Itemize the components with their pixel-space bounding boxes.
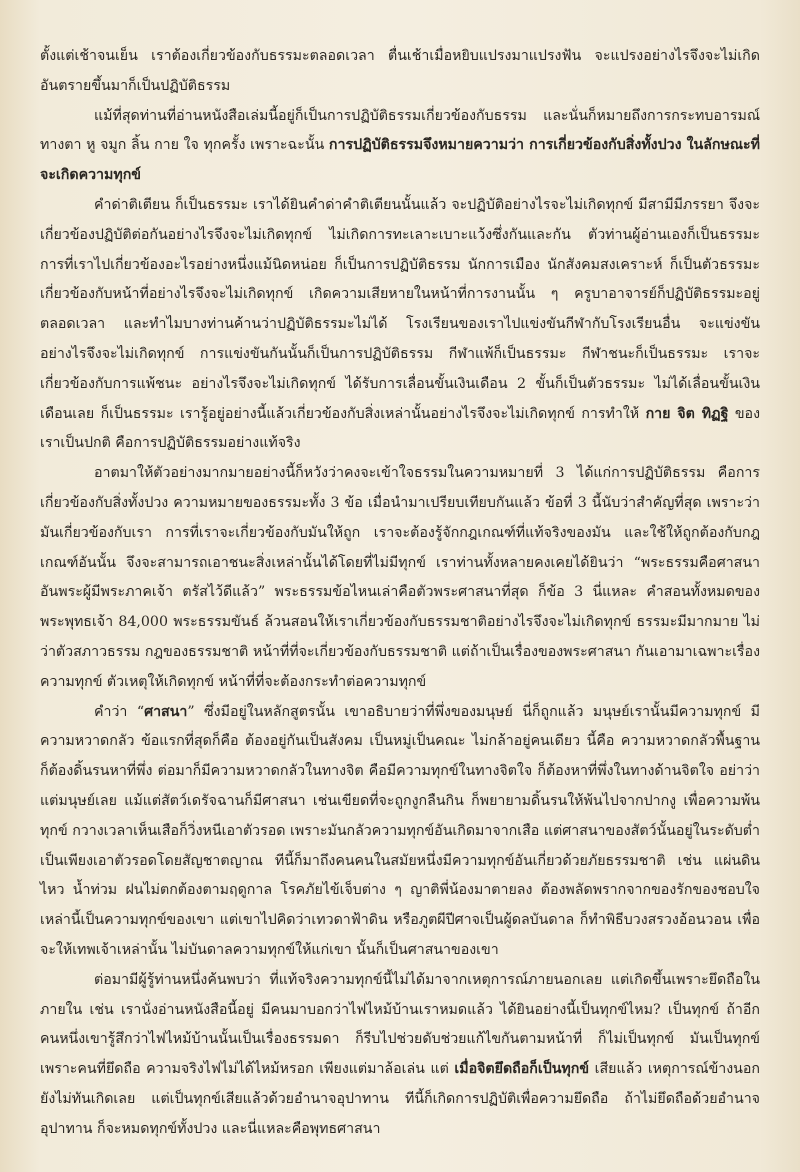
body-text: ต่อมามีผู้รู้ท่านหนึ่งค้นพบว่า ที่แท้จริงความทุกข์นี้ไม่ได้มาจากเหตุการณ์ภายนอกเลย แต่เกิดขึ้นเพราะยึดถือในภายใน เช่น เรานั่งอ่านหนังสือนี้อยู่ มีคนมาบอกว่าไฟไหม้บ้านเราหมดแล้ว ได้ยินอย่างนี้เป็นทุกข์ไหม? เป็นทุกข์ ถ้าอีกคนหนึ่งเขารู้สึกว่าไฟไหม้บ้านนั้นเป็นเรื่องธรรมดา ก็รีบไปช่วยดับช่วยแก้ไขกันตามหน้าที่ ก็ไม่เป็นทุกข์ มันเป็นทุกข์เพราะคนที่ยึดถือ ความจริงไฟไม่ได้ไหม้หรอก เพียงแต่มาล้อเล่น แต่ xyxy=(40,971,760,1078)
body-text: แม้ที่สุดท่านที่อ่านหนังสือเล่มนี้อยู่ก็เป็นการปฏิบัติธรรมเกี่ยวข้องกับธรรม และนั่นก็หมายถึงการกระทบอารมณ์ ทางตา หู จมูก ลิ้น กาย ใจ ทุกครั้ง เพราะฉะนั้น xyxy=(40,107,760,154)
body-text: ” ซึ่งมีอยู่ในหลักสูตรนั้น เขาอธิบายว่าที่พึ่งของมนุษย์ นี่ก็ถูกแล้ว มนุษย์เรานั้นมีความทุกข์ มีความหวาดกลัว ข้อแรกที่สุดก็คือ ต้องอยู่กันเป็นสังคม เป็นหมู่เป็นคณะ ไม่กล้าอยู่คนเดียว นี้คือ ความหวาดกลัวพื้นฐาน ก็ต้องดิ้นรนหาที่พึ่ง ต่อมาก็มีความหวาดกลัวในทางจิต คือมีความทุกข์ในทางจิตใจ ก็ต้องหาที่พึ่งในทางด้านจิตใจ อย่าว่าแต่มนุษย์เลย แม้แต่สัตว์เดรัจฉานก็มีศาสนา เช่นเขียดที่จะถูกงูกลืนกิน ก็พยายามดิ้นรนให้พ้นไปจากปากงู เพื่อความพ้นทุกข์ กวางเวลาเห็นเสือก็วิ่งหนีเอาตัวรอด เพราะมันกลัวความทุกข์อันเกิดมาจากเสือ แต่ศาสนาของสัตว์นั้นอยู่ในระดับต่ำ เป็นเพียงเอาตัวรอดโดยสัญชาตญาณ ทีนี้ก็มาถึงคนคนในสมัยหนึ่งมีความทุกข์อันเกี่ยวด้วยภัยธรรมชาติ เช่น แผ่นดินไหว น้ำท่วม ฝนไม่ตกต้องตามฤดูกาล โรคภัยไข้เจ็บต่าง ๆ ญาติพี่น้องมาตายลง ต้องพลัดพรากจากของรักของชอบใจ เหล่านี้เป็นความทุกข์ของเขา แต่เขาไปคิดว่าเทวดาฟ้าดิน หรือภูตผีปีศาจเป็นผู้ดลบันดาล ก็ทำพิธีบวงสรวงอ้อนวอน เพื่อจะให้เทพเจ้าเหล่านั้น ไม่บันดาลความทุกข์ให้แก่เขา นั้นก็เป็นศาสนาของเขา xyxy=(40,703,760,958)
emphasis-text: การปฏิบัติธรรมจึงหมายความว่า การเกี่ยวข้องกับสิ่งทั้งปวง ในลักษณะที่จะเกิดความทุกข์ xyxy=(40,137,761,184)
body-text: อาตมาให้ตัวอย่างมากมายอย่างนี้ก็หวังว่าคงจะเข้าใจธรรมในความหมายที่ 3 ได้แก่การปฏิบัติธรรม คือการเกี่ยวข้องกับสิ่งทั้งปวง ความหมายของธรรมะทั้ง 3 ข้อ เมื่อนำมาเปรียบเทียบกันแล้ว ข้อที่ 3 นี้นับว่าสำคัญที่สุด เพราะว่ามันเกี่ยวข้องกับเรา การที่เราจะเกี่ยวข้องกับมันให้ถูก เราจะต้องรู้จักกฎเกณฑ์ที่แท้จริงของมัน และใช้ให้ถูกต้องกับกฎเกณฑ์อันนั้น จึงจะสามารถเอาชนะสิ่งเหล่านั้นได้โดยที่ไม่มีทุกข์ เราท่านทั้งหลายคงเคยได้ยินว่า “พระธรรมคือศาสนา อันพระผู้มีพระภาคเจ้า ตรัสไว้ดีแล้ว” พระธรรมข้อไหนเล่าคือตัวพระศาสนาที่สุด ก็ข้อ 3 นี่แหละ คำสอนทั้งหมดของพระพุทธเจ้า 84,000 พระธรรมขันธ์ ล้วนสอนให้เราเกี่ยวข้องกับธรรมชาติอย่างไรจึงจะไม่เกิดทุกข์ ธรรมะมีมากมาย ไม่ว่าตัวสภาวธรรม กฎของธรรมชาติ หน้าที่ที่จะเกี่ยวข้องกับธรรมชาติ แต่ถ้าเป็นเรื่องของพระศาสนา กันเอามาเฉพาะเรื่องความทุกข์ ตัวเหตุให้เกิดทุกข์ หน้าที่ที่จะต้องกระทำต่อความทุกข์ xyxy=(40,465,760,690)
emphasis-text: เมื่อจิตยึดถือก็เป็นทุกข์ xyxy=(454,1061,590,1078)
emphasis-text: ศาสนา xyxy=(144,703,188,720)
emphasis-text: กาย จิต ทิฏฐิ xyxy=(645,405,729,422)
paragraph xyxy=(40,698,760,966)
paragraph xyxy=(40,459,760,697)
paragraph xyxy=(40,42,760,102)
document-body xyxy=(40,42,760,1144)
paragraph xyxy=(40,191,760,459)
body-text: คำด่าติเตียน ก็เป็นธรรมะ เราได้ยินคำด่าคำติเตียนนั้นแล้ว จะปฏิบัติอย่างไรจะไม่เกิดทุกข์ มีสามีมีภรรยา จึงจะเกี่ยวข้องปฏิบัติต่อกันอย่างไรจึงจะไม่เกิดทุกข์ ไม่เกิดการทะเลาะเบาะแว้งซึ่งกันและกัน ตัวท่านผู้อ่านเองก็เป็นธรรมะ การที่เราไปเกี่ยวข้องอะไรอย่างหนึ่งแม้นิดหน่อย ก็เป็นการปฏิบัติธรรม นักการเมือง นักสังคมสงเคราะห์ ก็เป็นตัวธรรมะ เกี่ยวข้องกับหน้าที่อย่างไรจึงจะไม่เกิดทุกข์ เกิดความเสียหายในหน้าที่การงานนั้น ๆ ครูบาอาจารย์ก็ปฏิบัติธรรมะอยู่ตลอดเวลา และทำไมบางท่านค้านว่าปฏิบัติธรรมะไม่ได้ โรงเรียนของเราไปแข่งขันกีฬากับโรงเรียนอื่น จะแข่งขันอย่างไรจึงจะไม่เกิดทุกข์ การแข่งขันกันนั้นก็เป็นการปฏิบัติธรรม กีฬาแพ้ก็เป็นธรรมะ กีฬาชนะก็เป็นธรรมะ เราจะเกี่ยวข้องกับการแพ้ชนะ อย่างไรจึงจะไม่เกิดทุกข์ ได้รับการเลื่อนขั้นเงินเดือน 2 ขั้นก็เป็นตัวธรรมะ ไม่ได้เลื่อนขั้นเงินเดือนเลย ก็เป็นธรรมะ เรารู้อยู่อย่างนี้แล้วเกี่ยวข้องกับสิ่งเหล่านั้นอย่างไรจึงจะไม่เกิดทุกข์ การทำให้ xyxy=(40,196,760,422)
body-text: ของเราเป็นปกติ คือการปฏิบัติธรรมอย่างแท้จริง xyxy=(40,405,760,452)
paragraph xyxy=(40,102,760,191)
body-text: คำว่า “ xyxy=(94,703,145,720)
paragraph xyxy=(40,966,760,1145)
body-text: ตั้งแต่เช้าจนเย็น เราต้องเกี่ยวข้องกับธรรมะตลอดเวลา ตื่นเช้าเมื่อหยิบแปรงมาแปรงฟัน จะแปรงอย่างไรจึงจะไม่เกิดอันตรายขึ้นมาก็เป็นปฏิบัติธรรม xyxy=(40,48,760,94)
body-text: เสียแล้ว เหตุการณ์ข้างนอกยังไม่ทันเกิดเลย แต่เป็นทุกข์เสียแล้วด้วยอำนาจอุปาทาน ทีนี้ก็เกิดการปฏิบัติเพื่อความยึดถือ ถ้าไม่ยึดถือด้วยอำนาจอุปาทาน ก็จะหมดทุกข์ทั้งปวง และนี่แหละคือพุทธศาสนา xyxy=(40,1061,760,1137)
